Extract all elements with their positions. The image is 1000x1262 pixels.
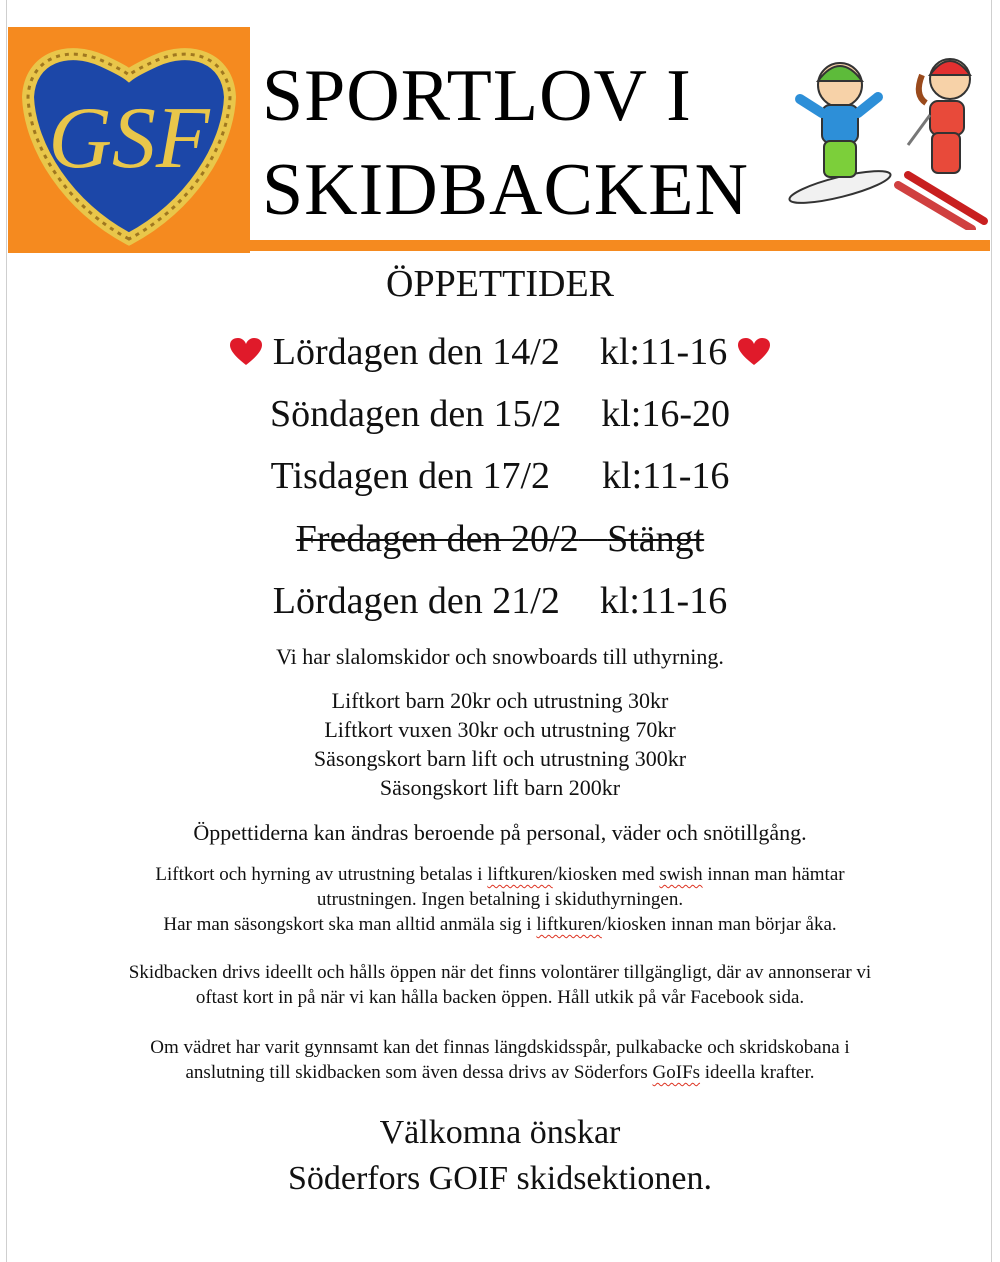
schedule-time-1: kl:11-16 <box>599 331 728 373</box>
header-orange-bar <box>250 240 990 251</box>
payment-line-2: utrustningen. Ingen betalning i skiduthyrningen. <box>316 889 684 910</box>
payment-text: swish <box>659 864 703 885</box>
schedule-row-2 <box>0 392 1000 436</box>
opening-hours-heading: ÖPPETTIDER <box>386 263 614 305</box>
payment-text: /kiosken innan man börjar åka. <box>601 914 837 935</box>
heart-icon <box>229 337 263 367</box>
payment-text: liftkuren <box>487 864 553 885</box>
schedule-row-4 <box>0 517 1000 561</box>
weather-line-2 <box>0 1060 1000 1085</box>
schedule-day-1: Lördagen den 14/2 <box>272 331 560 373</box>
volunteer-line-2: oftast kort in på när vi kan hålla backen öppen. Håll utkik på vår Facebook sida. <box>195 987 805 1008</box>
price-item: Liftkort barn 20kr och utrustning 30kr <box>331 688 669 713</box>
title-line-1: SPORTLOV I <box>262 55 692 137</box>
hours-note: Öppettiderna kan ändras beroende på personal, väder och snötillgång. <box>193 820 807 845</box>
club-crest-logo <box>8 27 250 253</box>
payment-text: liftkuren <box>536 914 602 935</box>
schedule-row-1 <box>0 330 1000 374</box>
heart-icon <box>737 337 771 367</box>
header <box>8 27 990 253</box>
payment-text: Har man säsongskort ska man alltid anmäla sig i <box>163 914 537 935</box>
schedule-day-3: Tisdagen den 17/2 <box>270 455 551 497</box>
weather-text: ideella krafter. <box>700 1062 815 1083</box>
volunteer-line-1: Skidbacken drivs ideellt och hålls öppen när det finns volontärer tillgängligt, där av annonserar vi <box>128 962 872 983</box>
rental-note: Vi har slalomskidor och snowboards till uthyrning. <box>276 644 724 669</box>
schedule-row-3 <box>0 454 1000 498</box>
schedule-day-5: Lördagen den 21/2 <box>272 580 560 622</box>
club-logo-panel <box>8 27 250 253</box>
price-item: Säsongskort lift barn 200kr <box>379 775 621 800</box>
payment-info <box>0 862 1000 937</box>
schedule-time-4: Stängt <box>607 518 705 560</box>
price-item: Liftkort vuxen 30kr och utrustning 70kr <box>324 717 676 742</box>
title-line-2: SKIDBACKEN <box>262 149 749 231</box>
skier-icon <box>898 59 984 229</box>
skiing-kids-illustration <box>780 45 990 230</box>
payment-text: Liftkort och hyrning av utrustning betalas i <box>155 864 488 885</box>
snowboarder-icon <box>787 63 893 209</box>
price-item: Säsongskort barn lift och utrustning 300kr <box>313 746 687 771</box>
payment-line-1 <box>0 862 1000 887</box>
payment-line-3 <box>0 912 1000 937</box>
page-title <box>262 49 749 237</box>
payment-text: /kiosken med <box>552 864 660 885</box>
weather-text: anslutning till skidbacken som även dessa drivs av Söderfors <box>185 1062 653 1083</box>
weather-line-1: Om vädret har varit gynnsamt kan det finnas längdskidsspår, pulkabacke och skridskobana i <box>150 1037 850 1058</box>
schedule-cancelled <box>296 518 704 560</box>
schedule-row-5 <box>0 579 1000 623</box>
weather-info <box>0 1035 1000 1085</box>
schedule-time-2: kl:16-20 <box>601 393 731 435</box>
price-list <box>0 686 1000 802</box>
logo-letters: GSF <box>48 90 210 187</box>
schedule-time-3: kl:11-16 <box>602 455 730 497</box>
schedule-day-4: Fredagen den 20/2 <box>295 518 579 560</box>
schedule-time-5: kl:11-16 <box>599 580 728 622</box>
closing-line-2: Söderfors GOIF skidsektionen. <box>287 1160 713 1197</box>
schedule-day-2: Söndagen den 15/2 <box>269 393 562 435</box>
payment-text: innan man hämtar <box>702 864 845 885</box>
volunteer-info <box>0 960 1000 1010</box>
schedule-gap <box>579 518 608 560</box>
weather-text: GoIFs <box>652 1062 701 1083</box>
closing-line-1: Välkomna önskar <box>379 1114 621 1151</box>
closing-greeting <box>0 1110 1000 1202</box>
